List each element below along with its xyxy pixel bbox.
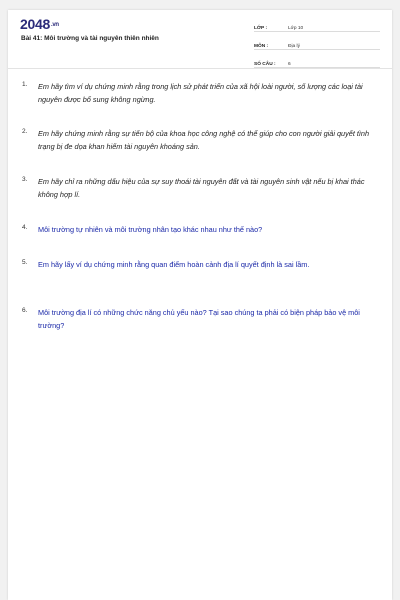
logo-suffix: .vn [50, 22, 59, 29]
question-number: 4. [22, 224, 28, 231]
meta-label: MÔN : [254, 44, 269, 49]
question-number: 6. [22, 307, 28, 314]
question-number: 1. [22, 81, 28, 88]
worksheet-page [8, 10, 392, 600]
question-text: Em hãy chứng minh rằng sự tiến bộ của khoa học công nghệ có thể giúp cho con người giải quyết tình trạng bị đe dọa khan hiếm tài nguyên khoáng sản. [38, 129, 370, 151]
meta-value: Lớp 10 [288, 26, 304, 31]
meta-row-question-count [254, 54, 380, 68]
site-logo[interactable] [20, 16, 59, 32]
meta-label: LỚP : [254, 26, 268, 31]
question-text: Em hãy lấy ví dụ chứng minh rằng quan điểm hoàn cảnh địa lí quyết định là sai lầm. [38, 260, 310, 269]
worksheet-header [8, 10, 392, 70]
question-text: Em hãy tìm ví dụ chứng minh rằng trong lịch sử phát triển của xã hội loài người, số lượng các loại tài nguyên được bổ sung không ngừng. [38, 82, 363, 104]
question-text: Em hãy chỉ ra những dấu hiệu của sự suy thoái tài nguyên đất và tài nguyên sinh vật nếu bị khai thác không hợp lí. [38, 177, 365, 199]
meta-value: Địa lý [288, 44, 300, 49]
question-number: 5. [22, 259, 28, 266]
meta-row-grade [254, 18, 380, 32]
meta-label: SỐ CÂU : [254, 62, 276, 67]
question-text: Môi trường tự nhiên và môi trường nhân tạo khác nhau như thế nào? [38, 225, 263, 234]
worksheet-meta [254, 18, 380, 72]
question-number: 3. [22, 176, 28, 183]
question-number: 2. [22, 128, 28, 135]
question-text: Môi trường địa lí có những chức năng chủ yếu nào? Tại sao chúng ta phải có biện pháp bảo vệ môi trường? [38, 308, 360, 330]
lesson-title: Bài 41: Môi trường và tài nguyên thiên nhiên [21, 35, 159, 42]
logo-text: 2048 [20, 16, 50, 32]
meta-row-subject [254, 36, 380, 50]
header-divider [8, 68, 392, 69]
meta-value: 6 [288, 62, 291, 67]
